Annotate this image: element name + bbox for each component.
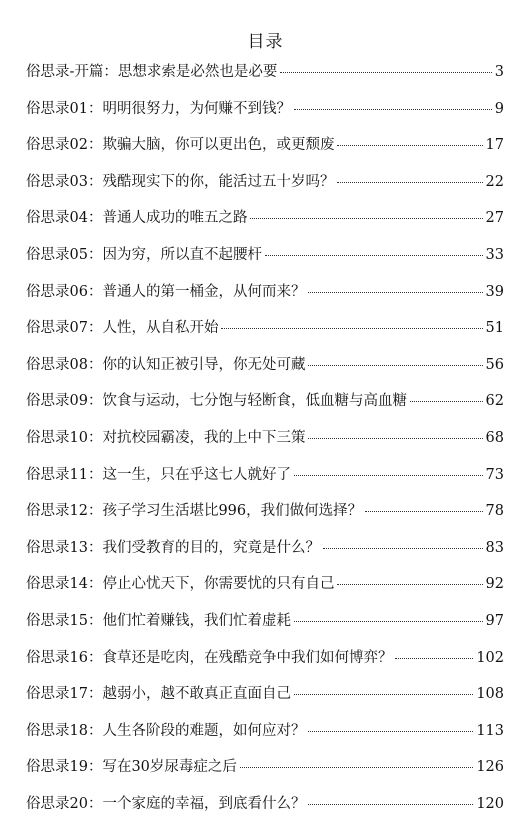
toc-dot-leader [294, 109, 492, 110]
toc-dot-leader [337, 584, 482, 585]
toc-dot-leader [323, 548, 483, 549]
toc-dot-leader [280, 72, 491, 73]
toc-entry-page-number: 92 [485, 576, 504, 593]
toc-entry-page-number: 83 [485, 539, 504, 556]
toc-entry[interactable] [26, 280, 504, 317]
toc-entry-page-number: 22 [485, 173, 504, 190]
toc-entry[interactable] [26, 133, 504, 170]
toc-entry-page-number: 102 [476, 649, 504, 666]
toc-entry-page-number: 3 [494, 64, 504, 80]
toc-entry-page-number: 120 [476, 795, 504, 812]
toc-entry[interactable] [26, 609, 504, 646]
toc-entry[interactable] [26, 170, 504, 207]
toc-entry[interactable] [26, 682, 504, 719]
toc-entry-page-number: 56 [485, 356, 504, 373]
toc-entry-label: 俗思录19：写在30岁尿毒症之后 [26, 759, 237, 776]
toc-entry-page-number: 17 [485, 137, 504, 154]
toc-entry[interactable] [26, 792, 504, 828]
toc-entry[interactable] [26, 316, 504, 353]
toc-entry-label: 俗思录18：人生各阶段的难题，如何应对？ [26, 722, 306, 739]
toc-entry-label: 俗思录14：停止心忧天下，你需要忧的只有自己 [26, 576, 335, 593]
toc-dot-leader [308, 365, 482, 366]
toc-entry[interactable] [26, 60, 504, 97]
toc-dot-leader [221, 328, 482, 329]
toc-entry-page-number: 39 [485, 283, 504, 300]
toc-entry-label: 俗思录01：明明很努力，为何赚不到钱？ [26, 100, 291, 117]
toc-entry-page-number: 62 [485, 393, 504, 410]
toc-entry-label: 俗思录17：越弱小，越不敢真正直面自己 [26, 686, 291, 703]
toc-entry[interactable] [26, 97, 504, 134]
toc-entry[interactable] [26, 353, 504, 390]
toc-entry[interactable] [26, 206, 504, 243]
toc-entry-label: 俗思录13：我们受教育的目的，究竟是什么？ [26, 539, 320, 556]
toc-entry-label: 俗思录09：饮食与运动，七分饱与轻断食，低血糖与高血糖 [26, 393, 407, 410]
toc-entry[interactable] [26, 755, 504, 792]
toc-entry-label: 俗思录11：这一生，只在乎这七人就好了 [26, 466, 291, 483]
toc-title: 目录 [247, 32, 284, 52]
toc-entry-page-number: 113 [476, 722, 504, 739]
toc-dot-leader [265, 255, 483, 256]
toc-entry-label: 俗思录16：食草还是吃肉，在残酷竞争中我们如何博弈？ [26, 649, 393, 666]
toc-entry[interactable] [26, 499, 504, 536]
toc-entry-page-number: 78 [485, 503, 504, 520]
toc-dot-leader [294, 475, 483, 476]
toc-entry[interactable] [26, 536, 504, 573]
toc-entry-page-number: 9 [494, 100, 504, 117]
toc-entry-page-number: 33 [485, 246, 504, 263]
toc-dot-leader [337, 182, 482, 183]
toc-dot-leader [365, 511, 482, 512]
toc-entry-label: 俗思录06：普通人的第一桶金，从何而来？ [26, 283, 306, 300]
toc-entry[interactable] [26, 646, 504, 683]
toc-entry[interactable] [26, 243, 504, 280]
toc-entry-label: 俗思录12：孩子学习生活堪比996，我们做何选择？ [26, 503, 363, 520]
toc-entry[interactable] [26, 426, 504, 463]
toc-entry-page-number: 68 [485, 429, 504, 446]
toc-dot-leader [308, 292, 482, 293]
toc-entry-label: 俗思录03：残酷现实下的你，能活过五十岁吗？ [26, 173, 335, 190]
toc-entry-page-number: 97 [485, 612, 504, 629]
toc-dot-leader [395, 658, 473, 659]
toc-dot-leader [337, 145, 482, 146]
toc-entry[interactable] [26, 463, 504, 500]
toc-entry-label: 俗思录07：人性，从自私开始 [26, 320, 219, 337]
toc-entry-page-number: 108 [476, 686, 504, 703]
toc-entry-label: 俗思录08：你的认知正被引导，你无处可藏 [26, 356, 306, 373]
toc-dot-leader [410, 401, 483, 402]
toc-entry-label: 俗思录10：对抗校园霸凌，我的上中下三策 [26, 429, 306, 446]
toc-entry-label: 俗思录02：欺骗大脑，你可以更出色，或更颓废 [26, 137, 335, 154]
toc-entry-page-number: 126 [476, 759, 504, 776]
toc-dot-leader [308, 438, 482, 439]
toc-entry[interactable] [26, 572, 504, 609]
toc-entry-page-number: 51 [485, 320, 504, 337]
toc-entry-label: 俗思录20：一个家庭的幸福，到底看什么？ [26, 795, 306, 812]
toc-entry[interactable] [26, 389, 504, 426]
toc-entry[interactable] [26, 719, 504, 756]
toc-dot-leader [294, 621, 483, 622]
toc-dot-leader [294, 694, 473, 695]
toc-dot-leader [308, 804, 473, 805]
toc-list [26, 60, 504, 828]
toc-entry-label: 俗思录15：他们忙着赚钱，我们忙着虚耗 [26, 612, 291, 629]
toc-dot-leader [250, 218, 482, 219]
toc-entry-label: 俗思录05：因为穷，所以直不起腰杆 [26, 246, 262, 263]
toc-entry-label: 俗思录04：普通人成功的唯五之路 [26, 210, 248, 227]
toc-entry-page-number: 73 [485, 466, 504, 483]
toc-dot-leader [240, 767, 473, 768]
toc-entry-label: 俗思录-开篇：思想求索是必然也是必要 [26, 64, 278, 80]
toc-dot-leader [308, 731, 473, 732]
toc-entry-page-number: 27 [485, 210, 504, 227]
